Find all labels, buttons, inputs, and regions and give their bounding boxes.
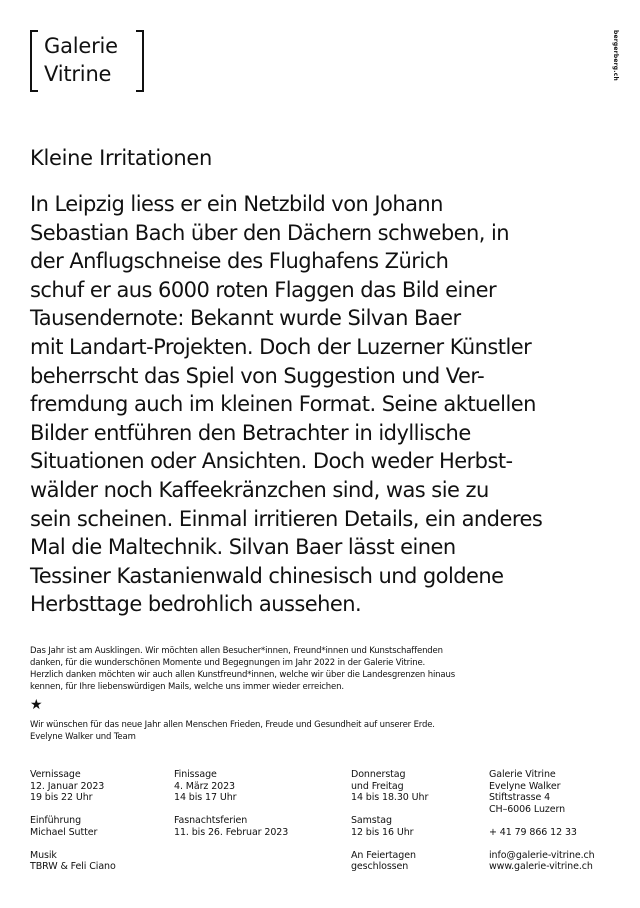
- body-line: sein scheinen. Einmal irritieren Details, ein anderes: [30, 506, 543, 531]
- city: CH–6006 Luzern: [489, 803, 566, 815]
- finissage-label: Finissage: [174, 769, 217, 780]
- body-line: fremdung auch im kleinen Format. Seine aktuellen: [30, 392, 536, 417]
- music-block: [30, 850, 116, 873]
- finissage-time: 14 bis 17 Uhr: [174, 792, 237, 803]
- info-column-contact: [489, 769, 595, 884]
- body-line: beherrscht das Spiel von Suggestion und Ver-: [30, 363, 485, 388]
- body-line: Situationen oder Ansichten. Doch weder Herbst-: [30, 449, 513, 474]
- holidays-status: geschlossen: [351, 861, 409, 872]
- carnival-break-dates: 11. bis 26. Februar 2023: [174, 826, 289, 838]
- exhibition-title: Kleine Irritationen: [30, 146, 213, 170]
- music-label: Musik: [30, 849, 57, 861]
- website-url: www.galerie-vitrine.ch: [489, 861, 593, 872]
- note-line: Herzlich danken möchten wir auch allen Kunstfreund*innen, welche wir über die Landesgrenzen hinaus: [30, 670, 455, 680]
- vernissage-time: 19 bis 22 Uhr: [30, 792, 93, 803]
- designer-credit: bergerberg.ch: [612, 30, 619, 81]
- introduction-block: [30, 815, 116, 838]
- carnival-break-block: [174, 815, 288, 838]
- saturday-hours: 12 bis 16 Uhr: [351, 826, 414, 838]
- weekday-hours-block: [351, 769, 428, 804]
- weekday-label: Donnerstag: [351, 769, 406, 780]
- phone-block: [489, 827, 595, 839]
- vernissage-date: 12. Januar 2023: [30, 780, 105, 792]
- carnival-break-label: Fasnachtsferien: [174, 815, 248, 826]
- vernissage-label: Vernissage: [30, 769, 81, 780]
- logo-line-1: Galerie: [44, 34, 118, 58]
- introduction-label: Einführung: [30, 815, 82, 826]
- logo-bracket-left: [30, 30, 38, 92]
- vernissage-block: [30, 769, 116, 804]
- weekday-label-2: und Freitag: [351, 780, 404, 792]
- address-block: [489, 769, 595, 815]
- saturday-hours-block: [351, 815, 428, 838]
- saturday-label: Samstag: [351, 815, 392, 826]
- new-year-wish: [30, 719, 435, 743]
- body-line: der Anflugschneise des Flughafens Zürich: [30, 249, 449, 274]
- thank-you-note: [30, 645, 455, 693]
- street: Stiftstrasse 4: [489, 792, 551, 803]
- note-line: kennen, für Ihre liebenswürdigen Mails, welche uns immer wieder erreichen.: [30, 682, 344, 692]
- body-line: Tausendernote: Bekannt wurde Silvan Baer: [30, 306, 461, 331]
- body-line: Herbsttage bedrohlich aussehen.: [30, 592, 362, 617]
- web-block: [489, 850, 595, 873]
- note-line: danken, für die wunderschönen Momente und Begegnungen im Jahr 2022 in der Galerie Vitrine.: [30, 658, 426, 668]
- logo-line-2: Vitrine: [44, 62, 112, 86]
- exhibition-description: [30, 190, 615, 619]
- logo-bracket-right: [136, 30, 144, 92]
- weekday-hours: 14 bis 18.30 Uhr: [351, 792, 429, 803]
- body-line: Sebastian Bach über den Dächern schweben, in: [30, 220, 510, 245]
- logo-text: [44, 32, 118, 88]
- holidays-label: An Feiertagen: [351, 849, 416, 861]
- info-column-events: [30, 769, 116, 884]
- body-line: schuf er aus 6000 roten Flaggen das Bild einer: [30, 277, 497, 302]
- email-address: info@galerie-vitrine.ch: [489, 849, 595, 861]
- wish-line: Evelyne Walker und Team: [30, 732, 136, 742]
- holidays-block: [351, 850, 428, 873]
- info-column-dates: [174, 769, 288, 850]
- body-line: Bilder entführen den Betrachter in idyllische: [30, 420, 471, 445]
- body-line: In Leipzig liess er ein Netzbild von Johann: [30, 192, 443, 216]
- body-line: Tessiner Kastanienwald chinesisch und goldene: [30, 563, 504, 588]
- finissage-block: [174, 769, 288, 804]
- owner-name: Evelyne Walker: [489, 780, 561, 792]
- info-column-hours: [351, 769, 428, 884]
- star-icon: ★: [30, 697, 43, 713]
- body-line: mit Landart-Projekten. Doch der Luzerner Künstler: [30, 334, 532, 359]
- body-line: wälder noch Kaffeekränzchen sind, was sie zu: [30, 477, 489, 502]
- gallery-logo: [30, 30, 144, 92]
- note-line: Das Jahr ist am Ausklingen. Wir möchten allen Besucher*innen, Freund*innen und Kunstschaffenden: [30, 646, 443, 656]
- music-performers: TBRW & Feli Ciano: [30, 861, 116, 872]
- phone-number: + 41 79 866 12 33: [489, 826, 577, 838]
- wish-line: Wir wünschen für das neue Jahr allen Menschen Frieden, Freude und Gesundheit auf unserer Erde.: [30, 720, 435, 730]
- gallery-name: Galerie Vitrine: [489, 769, 556, 780]
- body-line: Mal die Maltechnik. Silvan Baer lässt einen: [30, 535, 456, 560]
- introduction-speaker: Michael Sutter: [30, 826, 98, 838]
- finissage-date: 4. März 2023: [174, 780, 235, 792]
